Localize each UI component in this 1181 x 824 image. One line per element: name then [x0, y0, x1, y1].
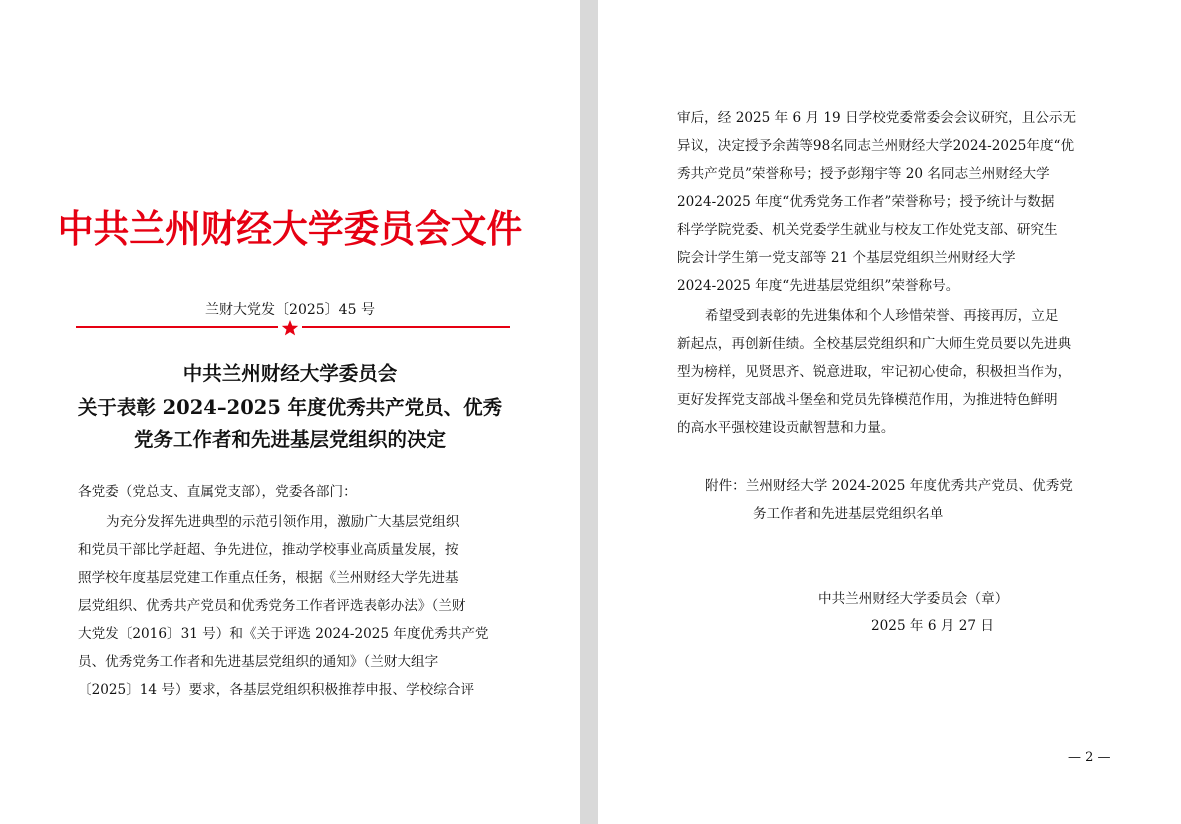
- attachment-line: 务工作者和先进基层党组织名单: [753, 506, 944, 522]
- body-line: 员、优秀党务工作者和先进基层党组织的通知》（兰财大组字: [78, 654, 439, 670]
- red-divider-left: [76, 326, 278, 328]
- document-number: 兰财大党发〔2025〕45 号: [205, 302, 375, 318]
- page-left: [0, 0, 580, 824]
- document-masthead: 中共兰州财经大学委员会文件: [57, 206, 523, 251]
- body-line: 科学学院党委、机关党委学生就业与校友工作处党支部、研究生: [677, 222, 1058, 238]
- body-line: 层党组织、优秀共产党员和优秀党务工作者评选表彰办法》（兰财: [78, 598, 466, 614]
- body-line: 异议，决定授予余茜等98名同志兰州财经大学2024-2025年度“优: [677, 138, 1075, 154]
- body-line: 的高水平强校建设贡献智慧和力量。: [677, 420, 895, 436]
- signature-date: 2025 年 6 月 27 日: [871, 618, 994, 634]
- page-number: — 2 —: [1068, 750, 1111, 765]
- body-line: 〔2025〕14 号）要求，各基层党组织积极推荐申报、学校综合评: [78, 682, 475, 698]
- signature: 中共兰州财经大学委员会（章）: [818, 591, 1009, 607]
- salutation: 各党委（党总支、直属党支部），党委各部门：: [78, 484, 357, 500]
- body-line: 新起点，再创新佳绩。全校基层党组织和广大师生党员要以先进典: [677, 336, 1072, 352]
- document-title-line: 党务工作者和先进基层党组织的决定: [133, 428, 446, 451]
- body-line: 希望受到表彰的先进集体和个人珍惜荣誉、再接再厉，立足: [705, 308, 1059, 324]
- body-line: 秀共产党员”荣誉称号；授予彭翔宇等 20 名同志兰州财经大学: [677, 166, 1050, 182]
- red-star-icon: [280, 318, 300, 338]
- body-line: 和党员干部比学赶超、争先进位，推动学校事业高质量发展，按: [78, 542, 459, 558]
- body-line: 更好发挥党支部战斗堡垒和党员先锋模范作用，为推进特色鲜明: [677, 392, 1058, 408]
- attachment-line: 附件：兰州财经大学 2024-2025 年度优秀共产党员、优秀党: [705, 478, 1073, 494]
- body-line: 2024-2025 年度“先进基层党组织”荣誉称号。: [677, 278, 960, 294]
- body-line: 为充分发挥先进典型的示范引领作用，激励广大基层党组织: [106, 514, 460, 530]
- document-title-line: 中共兰州财经大学委员会: [182, 362, 398, 385]
- body-line: 大党发〔2016〕31 号）和《关于评选 2024-2025 年度优秀共产党: [78, 626, 489, 642]
- document-title-line: 关于表彰 2024–2025 年度优秀共产党员、优秀: [77, 396, 503, 419]
- body-line: 审后，经 2025 年 6 月 19 日学校党委常委会会议研究，且公示无: [677, 110, 1077, 126]
- body-line: 照学校年度基层党建工作重点任务，根据《兰州财经大学先进基: [78, 570, 459, 586]
- body-line: 院会计学生第一党支部等 21 个基层党组织兰州财经大学: [677, 250, 1016, 266]
- red-divider-right: [302, 326, 510, 328]
- body-line: 型为榜样，见贤思齐、锐意进取，牢记初心使命，积极担当作为，: [677, 364, 1072, 380]
- body-line: 2024-2025 年度“优秀党务工作者”荣誉称号；授予统计与数据: [677, 194, 1055, 210]
